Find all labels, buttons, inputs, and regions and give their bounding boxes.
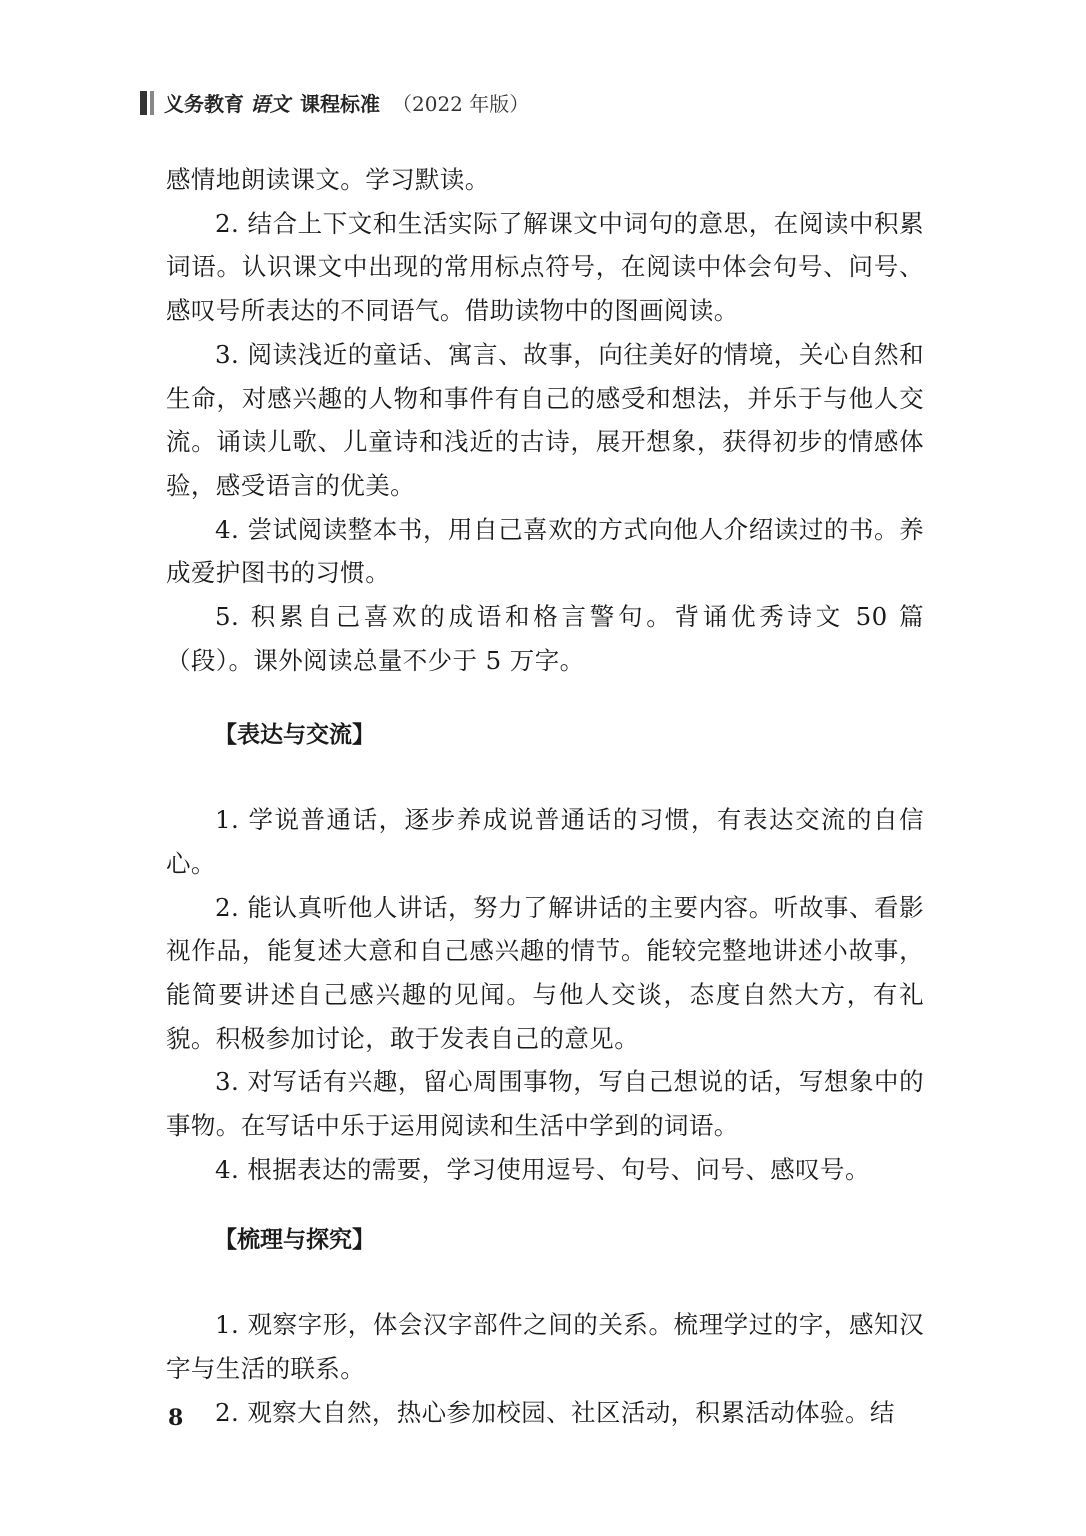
paragraph-reading-3: 3. 阅读浅近的童话、寓言、故事，向往美好的情境，关心自然和生命，对感兴趣的人物和事件有自己的感受和想法，并乐于与他人交流。诵读儿歌、儿童诗和浅近的古诗，展开想象，获得初步的情感体验，感受语言的优美。 (166, 339, 924, 500)
paragraph-expression-4: 4. 根据表达的需要，学习使用逗号、句号、问号、感叹号。 (215, 1154, 870, 1184)
header-title-part2: 课程标准 (300, 92, 380, 116)
header-edition: （2022 年版） (392, 92, 530, 116)
paragraph-inquiry-1: 1. 观察字形，体会汉字部件之间的关系。梳理学过的字，感知汉字与生活的联系。 (166, 1310, 924, 1383)
running-header (140, 88, 529, 117)
paragraph-expression-2: 2. 能认真听他人讲话，努力了解讲话的主要内容。听故事、看影视作品，能复述大意和自己感兴趣的情节。能较完整地讲述小故事，能简要讲述自己感兴趣的见闻。与他人交谈，态度自然大方，有礼貌。积极参加讨论，敢于发表自己的意见。 (166, 892, 924, 1053)
paragraph-inquiry-2: 2. 观察大自然，热心参加校园、社区活动，积累活动体验。结 (215, 1397, 895, 1427)
paragraph-reading-5: 5. 积累自己喜欢的成语和格言警句。背诵优秀诗文 50 篇（段）。课外阅读总量不少于 5 万字。 (166, 602, 924, 675)
page-body (166, 158, 924, 1434)
section-heading-expression: 【表达与交流】 (214, 722, 375, 749)
section-heading-inquiry: 【梳理与探究】 (214, 1227, 375, 1254)
header-title-subject: 语文 (250, 92, 290, 116)
page-number: 8 (168, 1405, 184, 1431)
paragraph-reading-tail: 感情地朗读课文。学习默读。 (166, 165, 490, 194)
paragraph-reading-4: 4. 尝试阅读整本书，用自己喜欢的方式向他人介绍读过的书。养成爱护图书的习惯。 (166, 514, 924, 588)
header-title-part1: 义务教育 (164, 92, 244, 116)
paragraph-expression-1: 1. 学说普通话，逐步养成说普通话的习惯，有表达交流的自信心。 (166, 805, 924, 878)
header-bars-icon (140, 91, 154, 115)
paragraph-expression-3: 3. 对写话有兴趣，留心周围事物，写自己想说的话，写想象中的事物。在写话中乐于运用阅读和生活中学到的词语。 (166, 1067, 924, 1141)
paragraph-reading-2: 2. 结合上下文和生活实际了解课文中词句的意思，在阅读中积累词语。认识课文中出现的常用标点符号，在阅读中体会句号、问号、感叹号所表达的不同语气。借助读物中的图画阅读。 (166, 208, 924, 326)
